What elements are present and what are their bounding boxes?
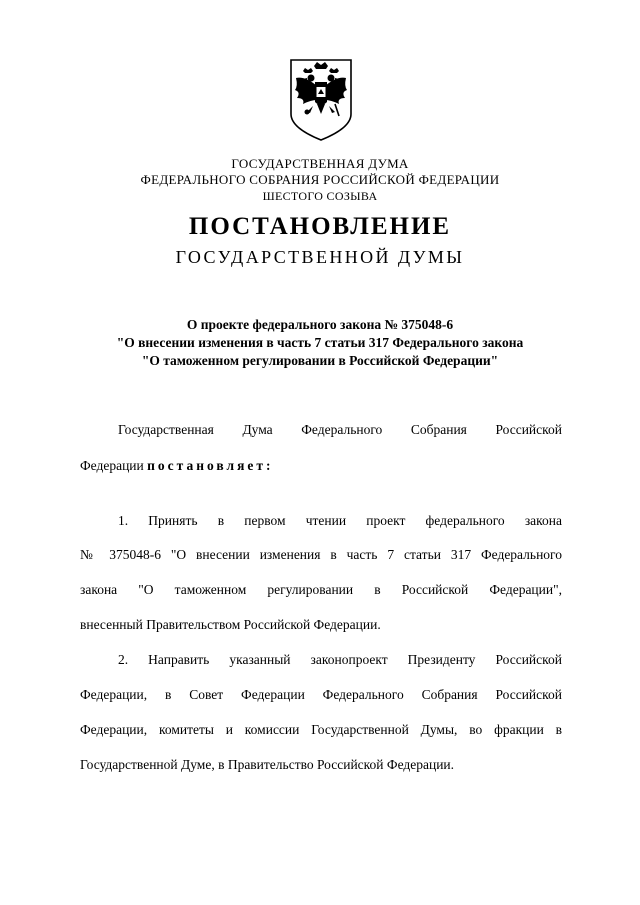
- russian-coat-of-arms-icon: [287, 56, 355, 142]
- paragraph-1-line-3: закона "О таможенном регулировании в Российской Федерации",: [80, 582, 562, 597]
- resolution-verb: постановляет:: [147, 458, 274, 473]
- paragraph-2-line-3: Федерации, комитеты и комиссии Государственной Думы, во фракции в: [80, 722, 562, 737]
- preamble-text: Федерации: [80, 458, 148, 473]
- subject-line-3: "О таможенном регулировании в Российской Федерации": [141, 353, 499, 368]
- header-line-2: ФЕДЕРАЛЬНОГО СОБРАНИЯ РОССИЙСКОЙ ФЕДЕРАЦИИ: [140, 172, 500, 187]
- paragraph-1-line-4: внесенный Правительством Российской Федерации.: [80, 617, 381, 632]
- preamble-line-2: [80, 457, 562, 475]
- subject-line-1: О проекте федерального закона № 375048-6: [186, 317, 454, 332]
- paragraph-2-line-4: Государственной Думе, в Правительство Российской Федерации.: [80, 757, 455, 772]
- header-line-3: ШЕСТОГО СОЗЫВА: [262, 189, 378, 203]
- subject-line-2: "О внесении изменения в часть 7 статьи 317 Федерального закона: [116, 335, 524, 350]
- header-line-1: ГОСУДАРСТВЕННАЯ ДУМА: [231, 156, 409, 171]
- paragraph-2-line-1: 2. Направить указанный законопроект Президенту Российской: [118, 652, 562, 667]
- paragraph-1-line-2: № 375048-6 "О внесении изменения в часть 7 статьи 317 Федерального: [80, 547, 562, 562]
- preamble-line-1: Государственная Дума Федерального Собрания Российской: [118, 422, 562, 437]
- document-issuer-title: ГОСУДАРСТВЕННОЙ ДУМЫ: [175, 247, 465, 267]
- document-type-title: ПОСТАНОВЛЕНИЕ: [188, 213, 452, 240]
- paragraph-1-line-1: 1. Принять в первом чтении проект федерального закона: [118, 513, 562, 528]
- paragraph-2-line-2: Федерации, в Совет Федерации Федерального Собрания Российской: [80, 687, 562, 702]
